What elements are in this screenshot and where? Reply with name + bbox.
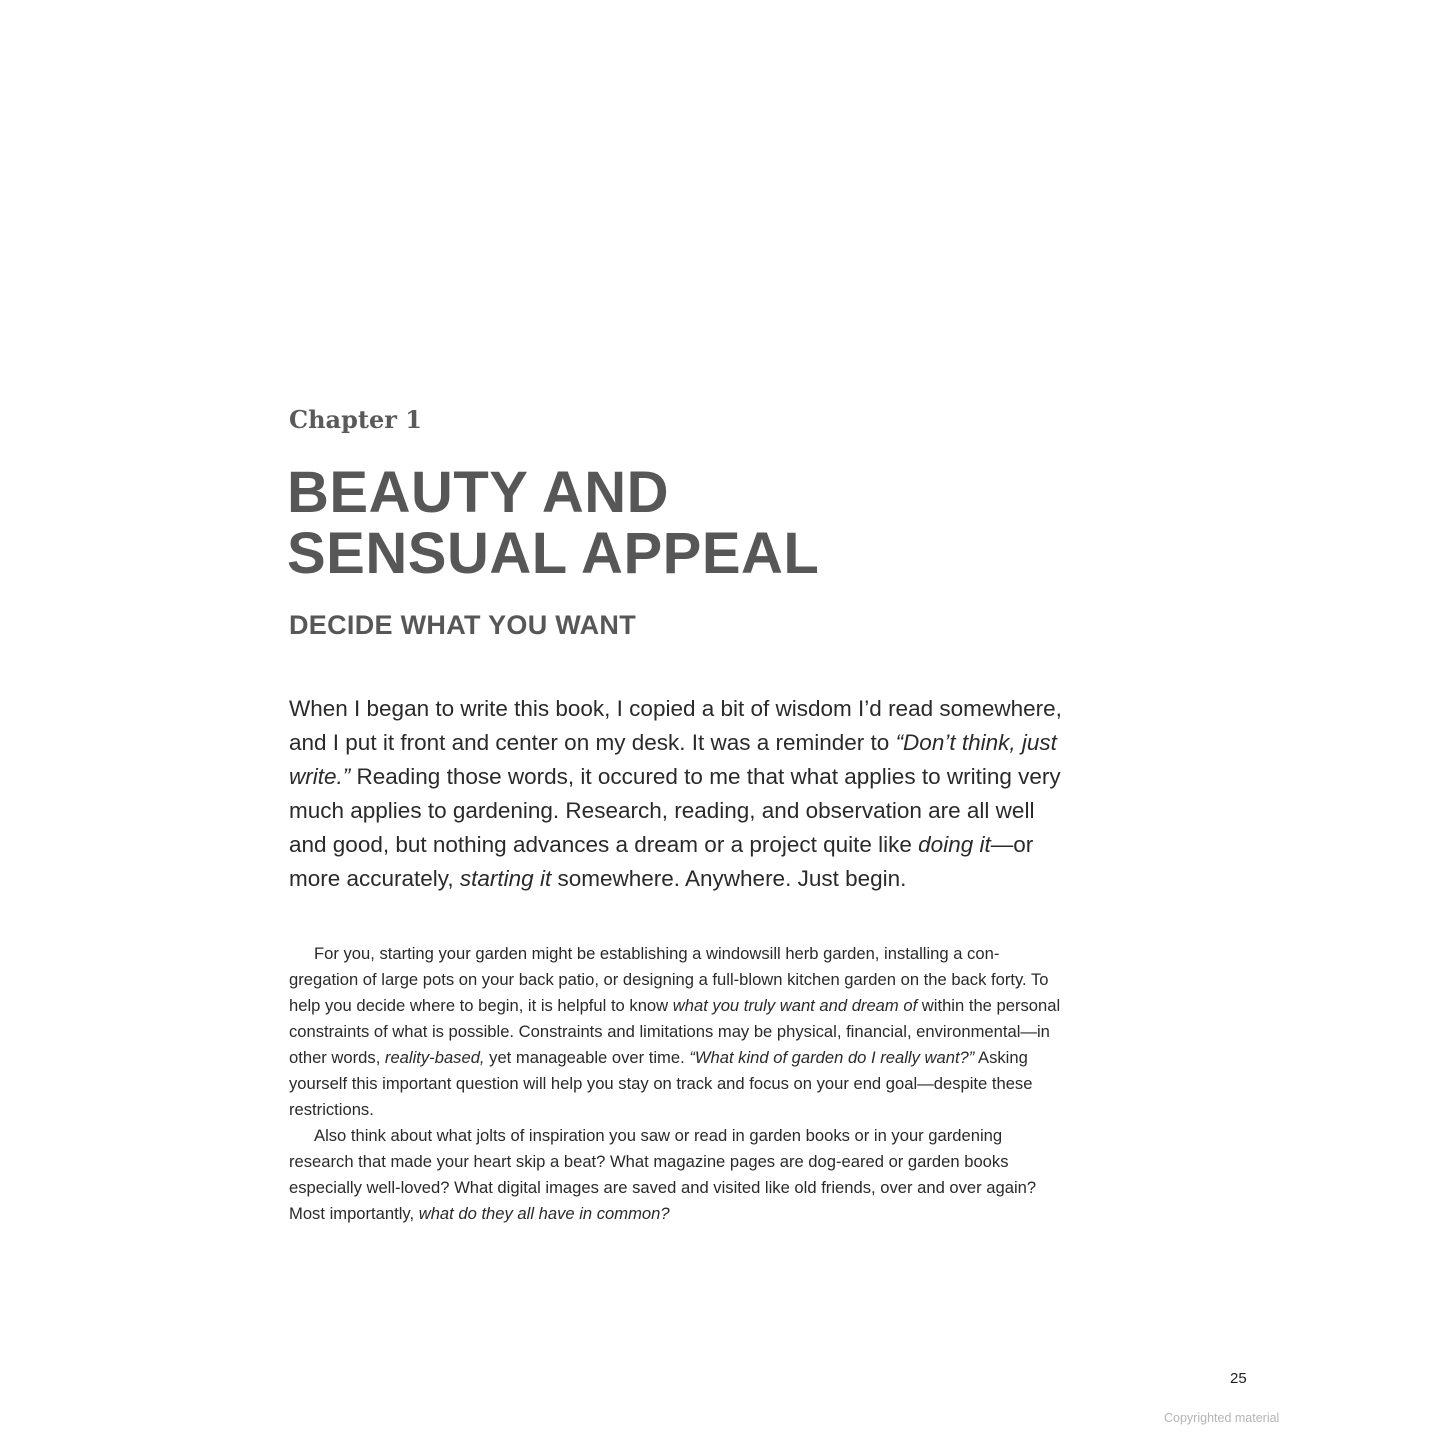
lead-quote: “Don’t think, just write.” [289,730,1057,790]
p2-emphasis-1: what do they all have in common? [418,1204,670,1223]
section-heading: DECIDE WHAT YOU WANT [289,610,636,640]
p2-text-1: Also think about what jolts of inspiration you saw or read in garden books or in your gardening research that made your heart skip a beat? What magazine pages are dog-eared or garden books especially well-loved? What digital images are saved and visited like old friends, over and over again? Most importantly, [289,1126,1037,1223]
lead-text-4: somewhere. Anywhere. Just begin. [551,866,907,892]
body-paragraph-1 [289,941,1061,1123]
page-number: 25 [1230,1370,1247,1387]
body-text [289,941,1061,1227]
lead-paragraph [289,692,1064,897]
lead-emphasis-starting: starting it [459,866,552,892]
lead-text-2: Reading those words, it occured to me that what applies to writing very much applies to gardening. Research, reading, and observation are all well and good, but nothing advances a dream or a project quite like [289,764,1061,858]
p1-emphasis-2: reality-based, [384,1048,485,1067]
copyright-notice: Copyrighted material [1164,1411,1280,1425]
p1-text-1: For you, starting your garden might be establishing a windowsill herb garden, installing a congregation of large pots on your back patio, or designing a full-blown kitchen garden on the back forty. To help you decide where to begin, it is helpful to know [289,944,1049,1015]
p1-emphasis-3: “What kind of garden do I really want?” [689,1048,975,1067]
p1-text-4: Asking yourself this important question will help you stay on track and focus on your end goal—despite these restrictions. [289,1048,1033,1119]
chapter-title [287,462,987,584]
lead-text-3: —or more accurately, [289,832,1034,892]
p1-text-3: yet manageable over time. [484,1048,690,1067]
chapter-title-line-2: SENSUAL APPEAL [287,521,820,586]
lead-emphasis-doing: doing it [918,832,991,858]
chapter-title-line-1: BEAUTY AND [287,460,670,525]
body-paragraph-2 [289,1123,1061,1227]
chapter-label: Chapter 1 [289,405,422,434]
p1-emphasis-1: what you truly want and dream of [672,996,918,1015]
lead-text-1: When I began to write this book, I copied a bit of wisdom I’d read somewhere, and I put it front and center on my desk. It was a reminder to [289,696,1062,756]
p1-text-2: within the personal constraints of what is possible. Constraints and limitations may be physical, financial, environmental—in other words, [289,996,1061,1067]
